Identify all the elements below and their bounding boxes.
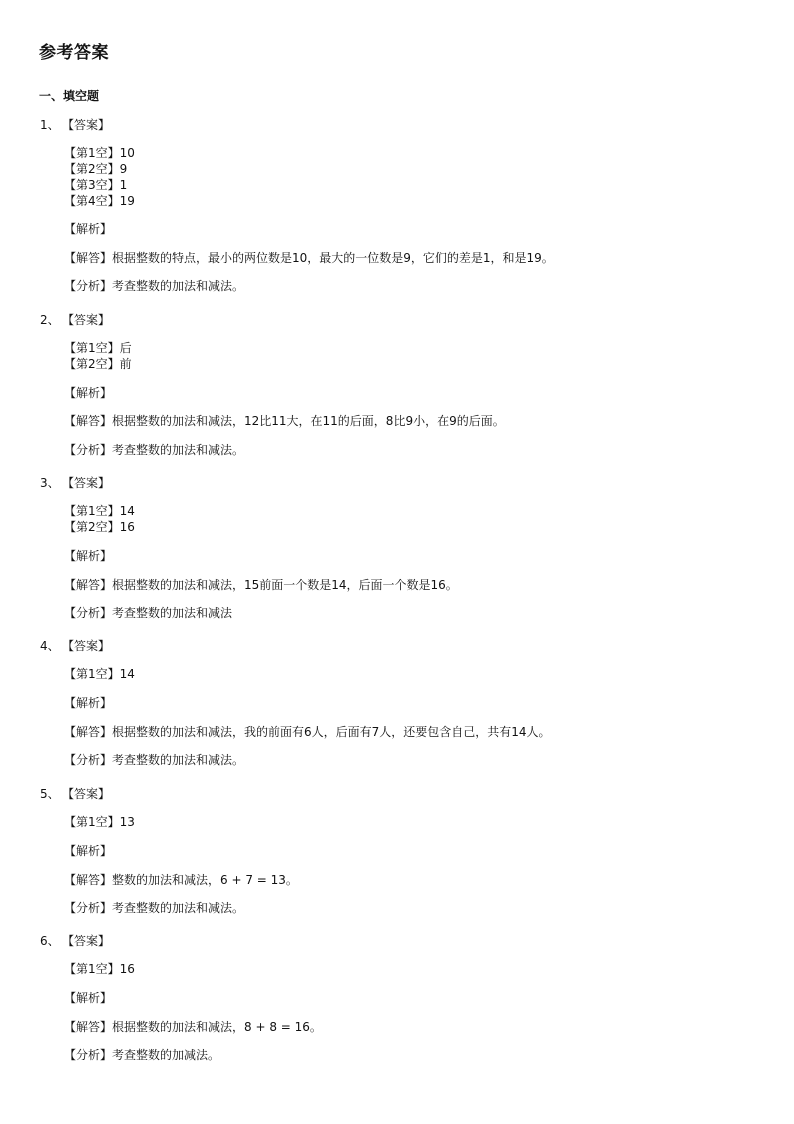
blank-answer: 【第4空】19 [64,194,135,208]
question-number: 4、 [40,639,60,653]
question-header [40,933,110,949]
answer-label: 【答案】 [62,476,111,490]
question-number: 5、 [40,787,60,801]
page-title: 参考答案 [39,43,109,63]
blank-answers [64,340,132,372]
question-number: 3、 [40,476,60,490]
answer-label: 【答案】 [62,787,111,801]
blank-answer: 【第1空】14 [64,504,135,518]
blank-answer: 【第1空】13 [64,815,135,829]
analysis-label: 【解析】 [64,696,113,710]
solution-text: 【解答】根据整数的加法和减法，我的前面有6人，后面有7人，还要包含自己，共有14人。 [64,725,551,739]
blank-answers [64,503,135,535]
section-title: 一、填空题 [39,89,100,103]
blank-answers [64,814,135,830]
analysis-label: 【解析】 [64,991,113,1005]
answer-label: 【答案】 [62,313,111,327]
blank-answer: 【第3空】1 [64,178,128,192]
solution-text: 【解答】整数的加法和减法，6 + 7 = 13。 [64,873,298,887]
blank-answers [64,666,135,682]
question-header [40,786,110,802]
analysis-label: 【解析】 [64,844,113,858]
question-number: 1、 [40,118,60,132]
solution-text: 【解答】根据整数的特点，最小的两位数是10，最大的一位数是9，它们的差是1，和是19。 [64,251,554,265]
question-header [40,117,110,133]
solution-text: 【解答】根据整数的加法和减法，8 + 8 = 16。 [64,1020,322,1034]
analysis-text: 【分析】考查整数的加法和减法。 [64,753,245,767]
analysis-label: 【解析】 [64,222,113,236]
blank-answer: 【第2空】16 [64,520,135,534]
question-header [40,638,110,654]
blank-answer: 【第2空】9 [64,162,128,176]
solution-text: 【解答】根据整数的加法和减法，15前面一个数是14，后面一个数是16。 [64,578,458,592]
analysis-label: 【解析】 [64,549,113,563]
solution-text: 【解答】根据整数的加法和减法，12比11大，在11的后面，8比9小，在9的后面。 [64,414,505,428]
analysis-text: 【分析】考查整数的加法和减法。 [64,443,245,457]
blank-answer: 【第1空】14 [64,667,135,681]
analysis-text: 【分析】考查整数的加法和减法。 [64,901,245,915]
answer-label: 【答案】 [62,934,111,948]
blank-answers [64,961,135,977]
blank-answer: 【第1空】后 [64,341,132,355]
question-header [40,475,110,491]
answer-label: 【答案】 [62,118,111,132]
analysis-label: 【解析】 [64,386,113,400]
analysis-text: 【分析】考查整数的加法和减法 [64,606,233,620]
question-header [40,312,110,328]
blank-answers [64,145,135,209]
analysis-text: 【分析】考查整数的加法和减法。 [64,279,245,293]
question-number: 6、 [40,934,60,948]
blank-answer: 【第1空】16 [64,962,135,976]
answer-label: 【答案】 [62,639,111,653]
analysis-text: 【分析】考查整数的加减法。 [64,1048,221,1062]
blank-answer: 【第2空】前 [64,357,132,371]
blank-answer: 【第1空】10 [64,146,135,160]
question-number: 2、 [40,313,60,327]
